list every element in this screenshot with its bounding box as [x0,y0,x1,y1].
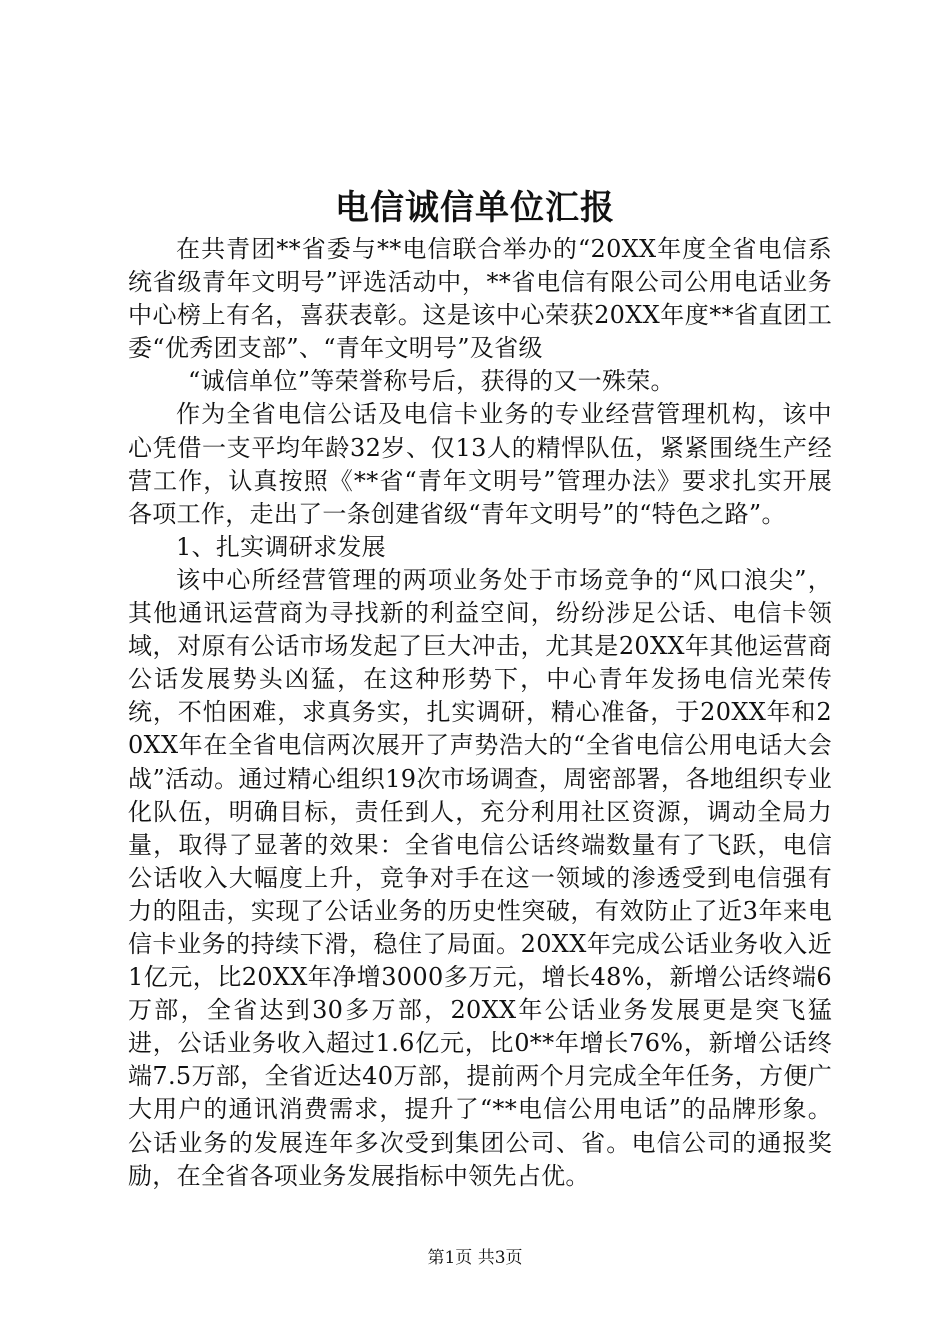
paragraph-intro: 在共青团**省委与**电信联合举办的“20XX年度全省电信系统省级青年文明号”评选活动中，**省电信有限公司公用电话业务中心榜上有名，喜获表彰。这是该中心荣获20XX年度**省直团工委“优秀团支部”、“青年文明号”及省级 [128,235,832,363]
paragraph-overview: 作为全省电信公话及电信卡业务的专业经营管理机构，该中心凭借一支平均年龄32岁、仅13人的精悍队伍，紧紧围绕生产经营工作，认真按照《**省“青年文明号”管理办法》要求扎实开展各项工作，走出了一条创建省级“青年文明号”的“特色之路”。 [128,400,832,528]
paragraph-intro-continued: “诚信单位”等荣誉称号后，获得的又一殊荣。 [188,367,675,396]
document-body [128,233,832,1193]
document-title: 电信诚信单位汇报 [335,188,615,228]
section-heading: 1、扎实调研求发展 [176,532,386,561]
page-footer: 第1页 共3页 [427,1248,523,1268]
paragraph-research: 该中心所经营管理的两项业务处于市场竞争的“风口浪尖”，其他通讯运营商为寻找新的利益空间，纷纷涉足公话、电信卡领域，对原有公话市场发起了巨大冲击，尤其是20XX年其他运营商公话发展势头凶猛，在这种形势下，中心青年发扬电信光荣传统，不怕困难，求真务实，扎实调研，精心准备，于20XX年和20XX年在全省电信两次展开了声势浩大的“全省电信公用电话大会战”活动。通过精心组织19次市场调查，周密部署，各地组织专业化队伍，明确目标，责任到人，充分利用社区资源，调动全局力量，取得了显著的效果：全省电信公话终端数量有了飞跃，电信公话收入大幅度上升，竞争对手在这一领域的渗透受到电信强有力的阻击，实现了公话业务的历史性突破，有效防止了近3年来电信卡业务的持续下滑，稳住了局面。20XX年完成公话业务收入近1亿元，比20XX年净增3000多万元，增长48%，新增公话终端6万部，全省达到30多万部，20XX年公话业务发展更是突飞猛进，公话业务收入超过1.6亿元，比0**年增长76%，新增公话终端7.5万部，全省近达40万部，提前两个月完成全年任务，方便广大用户的通讯消费需求，提升了“**电信公用电话”的品牌形象。公话业务的发展连年多次受到集团公司、省。电信公司的通报奖励，在全省各项业务发展指标中领先占优。 [128,565,832,1190]
